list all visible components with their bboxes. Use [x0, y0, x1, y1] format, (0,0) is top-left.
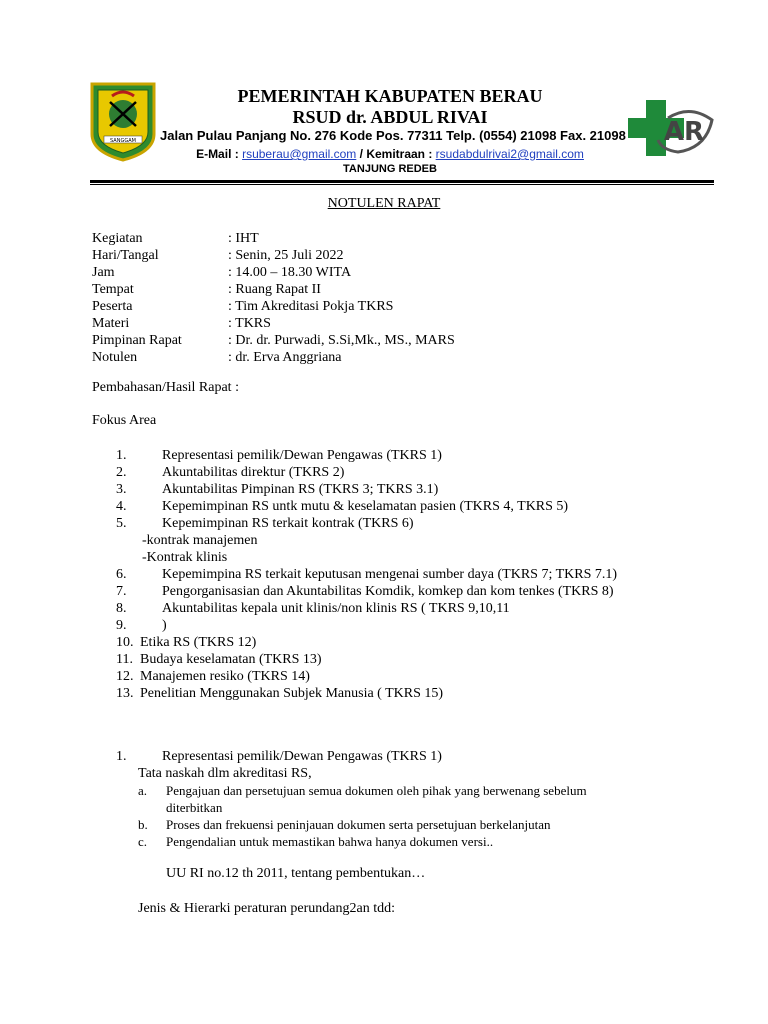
- svg-text:AR: AR: [663, 117, 705, 147]
- email-label: E-Mail :: [196, 147, 243, 161]
- meta-row: [92, 230, 455, 247]
- meta-row: [92, 264, 455, 281]
- header-rule-thin: [90, 184, 714, 185]
- jenis-note: Jenis & Hierarki peraturan perundang2an tdd:: [138, 901, 395, 916]
- meta-key: Tempat: [92, 282, 134, 297]
- meta-value: : 14.00 – 18.30 WITA: [228, 265, 352, 280]
- header-rule-thick: [90, 180, 714, 183]
- meta-value: : dr. Erva Anggriana: [228, 350, 342, 365]
- meta-value: : TKRS: [228, 316, 271, 331]
- meta-value: : Ruang Rapat II: [228, 282, 321, 297]
- meta-value: : Dr. dr. Purwadi, S.Si,Mk., MS., MARS: [228, 333, 455, 348]
- meta-value: : IHT: [228, 231, 259, 246]
- meta-value: : Senin, 25 Juli 2022: [228, 248, 344, 263]
- meta-key: Jam: [92, 265, 115, 280]
- meta-row: [92, 349, 455, 366]
- meta-row: [92, 247, 455, 264]
- header-line2: RSUD dr. ABDUL RIVAI: [292, 107, 488, 127]
- meta-key: Peserta: [92, 299, 133, 314]
- meta-key: Materi: [92, 316, 130, 331]
- svg-text:SANGGAM: SANGGAM: [110, 138, 136, 144]
- meta-table: [92, 230, 455, 366]
- email-link[interactable]: rsuberau@gmail.com: [242, 147, 357, 161]
- rsud-logo: [628, 90, 718, 170]
- header-line1: PEMERINTAH KABUPATEN BERAU: [237, 86, 543, 106]
- doc-title-text: NOTULEN RAPAT: [327, 196, 441, 211]
- uu-note: UU RI no.12 th 2011, tentang pembentukan…: [166, 866, 426, 881]
- kemitraan-link[interactable]: rsudabdulrivai2@gmail.com: [435, 147, 584, 161]
- kemitraan-label: / Kemitraan :: [356, 147, 436, 161]
- fokus-heading: Fokus Area: [92, 413, 157, 428]
- header-contacts: [170, 147, 610, 161]
- doc-title: [0, 196, 768, 212]
- meta-row: [92, 298, 455, 315]
- meta-row: [92, 281, 455, 298]
- meta-row: [92, 332, 455, 349]
- meta-key: Kegiatan: [92, 231, 143, 246]
- kabupaten-berau-logo: [90, 82, 156, 162]
- meta-key: Notulen: [92, 350, 138, 365]
- header-address: Jalan Pulau Panjang No. 276 Kode Pos. 77311 Telp. (0554) 21098 Fax. 21098: [160, 128, 626, 143]
- meta-key: Pimpinan Rapat: [92, 333, 182, 348]
- pembahasan-heading: Pembahasan/Hasil Rapat :: [92, 380, 239, 395]
- meta-value: : Tim Akreditasi Pokja TKRS: [228, 299, 394, 314]
- meta-row: [92, 315, 455, 332]
- meta-key: Hari/Tangal: [92, 248, 159, 263]
- header-city: TANJUNG REDEB: [343, 163, 437, 175]
